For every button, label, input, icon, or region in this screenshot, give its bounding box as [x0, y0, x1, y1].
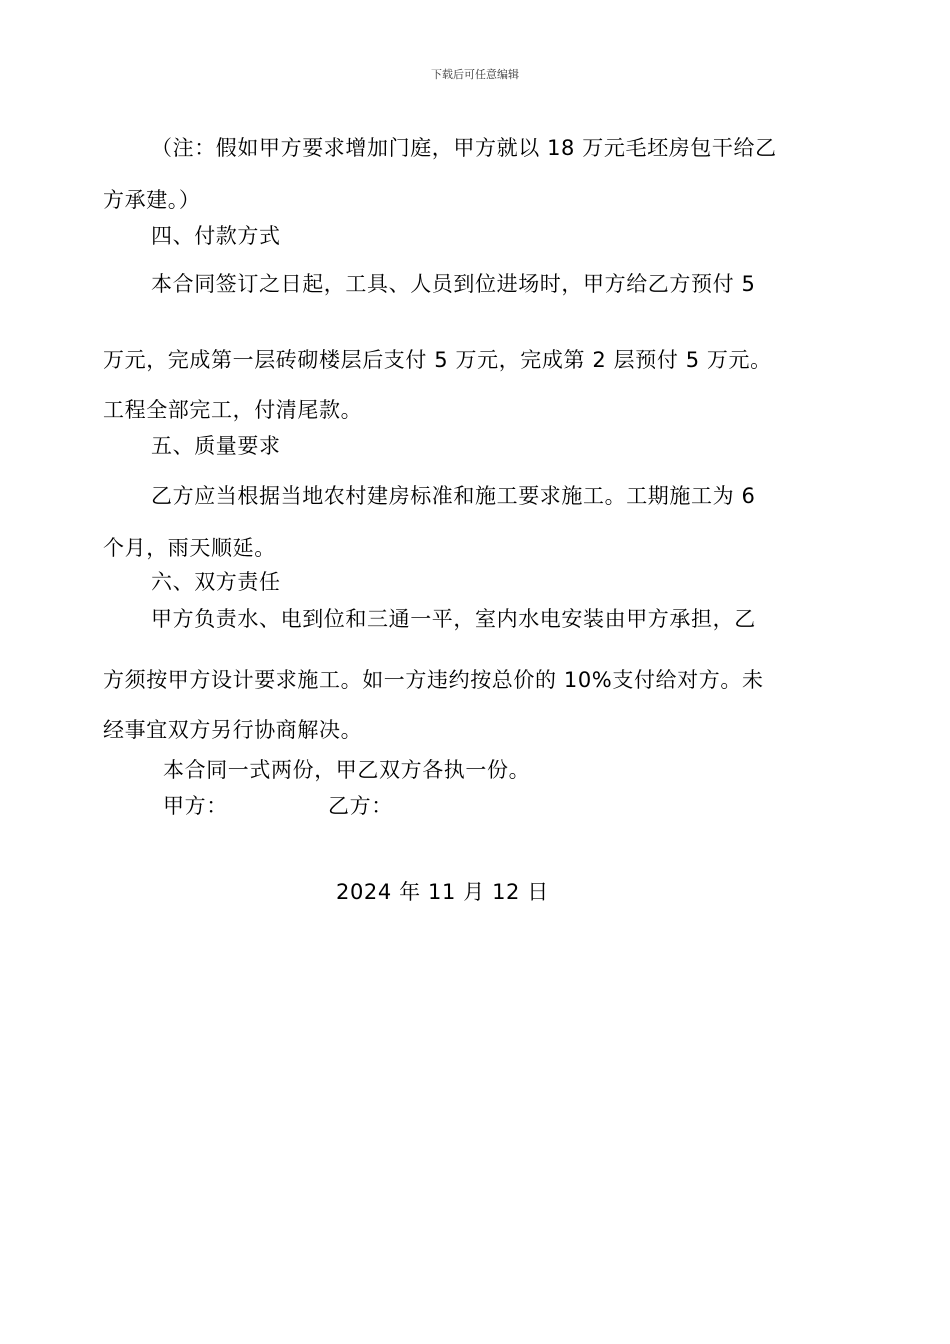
note-line-2: 方承建。）: [103, 188, 201, 212]
responsibility-heading: 六、双方责任: [151, 570, 281, 594]
responsibility-line-2: 方须按甲方设计要求施工。如一方违约按总价的 10%支付给对方。未: [103, 668, 764, 692]
party-a-signature-label: 甲方：: [163, 794, 228, 818]
payment-line-2: 万元，完成第一层砖砌楼层后支付 5 万元，完成第 2 层预付 5 万元。: [103, 348, 772, 372]
payment-heading: 四、付款方式: [151, 224, 281, 248]
responsibility-line-3: 经事宜双方另行协商解决。: [103, 718, 363, 742]
quality-line-2: 个月，雨天顺延。: [103, 536, 276, 560]
quality-heading: 五、质量要求: [151, 434, 281, 458]
note-line-1: （注：假如甲方要求增加门庭，甲方就以 18 万元毛坯房包干给乙: [151, 136, 777, 160]
payment-line-3: 工程全部完工，付清尾款。: [103, 398, 363, 422]
responsibility-line-1: 甲方负责水、电到位和三通一平，室内水电安装由甲方承担，乙: [151, 607, 756, 631]
payment-line-1: 本合同签订之日起，工具、人员到位进场时，甲方给乙方预付 5: [151, 272, 756, 296]
page-header: 下载后可任意编辑: [431, 68, 519, 81]
quality-line-1: 乙方应当根据当地农村建房标准和施工要求施工。工期施工为 6: [151, 484, 756, 508]
contract-date: 2024 年 11 月 12 日: [336, 880, 549, 904]
party-b-signature-label: 乙方：: [328, 794, 393, 818]
copies-statement: 本合同一式两份，甲乙双方各执一份。: [163, 758, 531, 782]
